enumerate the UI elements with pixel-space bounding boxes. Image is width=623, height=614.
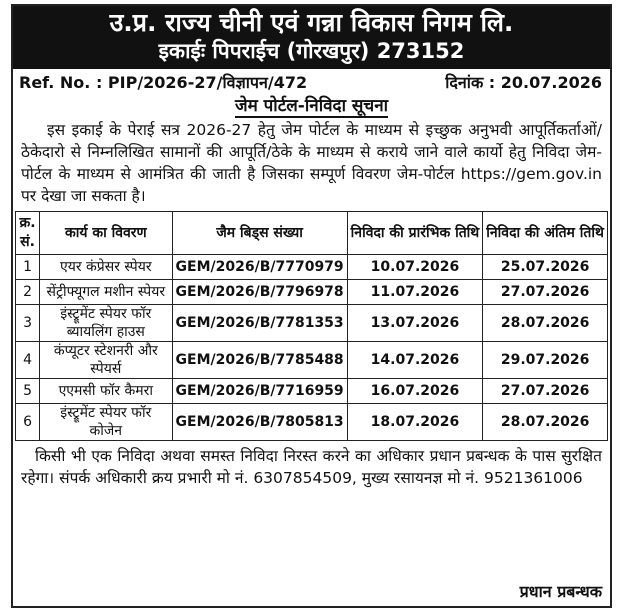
signature: प्रधान प्रबन्धक [519, 582, 602, 601]
organization-name: उ.प्र. राज्य चीनी एवं गन्ना विकास निगम लि. [109, 8, 514, 37]
table-row [16, 305, 608, 342]
cell-start-date: 14.07.2026 [347, 342, 483, 379]
cell-sn: 3 [16, 305, 40, 342]
notice-header [13, 6, 610, 69]
table-row [16, 342, 608, 379]
table-row [16, 404, 608, 441]
cell-end-date: 27.07.2026 [483, 280, 608, 305]
cell-start-date: 11.07.2026 [347, 280, 483, 305]
cell-start-date: 16.07.2026 [347, 379, 483, 404]
cell-end-date: 25.07.2026 [483, 255, 608, 280]
tender-table [15, 211, 608, 441]
subject-text: जेम पोर्टल-निविदा सूचना [234, 96, 389, 116]
cell-gem-bid: GEM/2026/B/7785488 [172, 342, 347, 379]
cell-end-date: 28.07.2026 [483, 305, 608, 342]
cell-gem-bid: GEM/2026/B/7781353 [172, 305, 347, 342]
cell-sn: 5 [16, 379, 40, 404]
cell-description: एएमसी फॉर कैमरा [40, 379, 172, 404]
footer-text: किसी भी एक निविदा अथवा समस्त निविदा निरस्त करने का अधिकार प्रधान प्रबन्धक के पास सुरक्षित रहेगा। संपर्क अधिकारी क्रय प्रभारी मो नं. 6307854509, मुख्य रसायनज्ञ मो नं. 9521361006 [21, 447, 602, 487]
intro-text: इस इकाई के पेराई सत्र 2026-27 हेतु जेम पोर्टल के माध्यम से इच्छुक अनुभवी आपूर्तिकर्ताओं/ ठेकेदारो से निम्नलिखित सामानों की आपूर्ति/ठेके के माध्यम से कराये जाने वाले कार्यो हेतु निविदा जेम-पोर्टल के माध्यम से आमंत्रित की जाती है जिसका सम्पूर्ण विवरण जेम-पोर्टल https://gem.gov.in पर देखा जा सकता है। [21, 121, 602, 205]
header-end-date: निविदा की अंतिम तिथि [483, 212, 608, 255]
cell-gem-bid: GEM/2026/B/7770979 [172, 255, 347, 280]
tender-notice [11, 4, 612, 608]
cell-start-date: 18.07.2026 [347, 404, 483, 441]
cell-sn: 4 [16, 342, 40, 379]
cell-end-date: 28.07.2026 [483, 404, 608, 441]
table-header-row [16, 212, 608, 255]
cell-end-date: 29.07.2026 [483, 342, 608, 379]
notice-subject [13, 95, 610, 117]
cell-description: सेंट्रीफ्यूगल मशीन स्पेयर [40, 280, 172, 305]
table-row [16, 379, 608, 404]
table-row [16, 280, 608, 305]
header-gem-bid: जैम बिड्स संख्या [172, 212, 347, 255]
cell-description: इंस्ट्रूमेंट स्पेयर फॉर ब्यायलिंग हाउस [40, 305, 172, 342]
cell-sn: 1 [16, 255, 40, 280]
footer-paragraph [13, 441, 610, 489]
cell-gem-bid: GEM/2026/B/7805813 [172, 404, 347, 441]
cell-start-date: 10.07.2026 [347, 255, 483, 280]
cell-description: एयर कंप्रेसर स्पेयर [40, 255, 172, 280]
cell-sn: 6 [16, 404, 40, 441]
header-start-date: निविदा की प्रारंभिक तिथि [347, 212, 483, 255]
cell-gem-bid: GEM/2026/B/7716959 [172, 379, 347, 404]
cell-end-date: 27.07.2026 [483, 379, 608, 404]
reference-line [13, 69, 610, 93]
cell-gem-bid: GEM/2026/B/7796978 [172, 280, 347, 305]
notice-date: दिनांक : 20.07.2026 [445, 73, 602, 92]
header-description: कार्य का विवरण [40, 212, 172, 255]
intro-paragraph [13, 117, 610, 207]
header-sn: क्र. सं. [16, 212, 40, 255]
unit-name: इकाईः पिपराईच (गोरखपुर) 273152 [158, 39, 465, 63]
cell-sn: 2 [16, 280, 40, 305]
cell-description: इंस्ट्रूमेंट स्पेयर फॉर कोजेन [40, 404, 172, 441]
table-row [16, 255, 608, 280]
reference-number: Ref. No. : PIP/2026-27/विज्ञापन/472 [19, 73, 308, 92]
cell-description: कंप्यूटर स्टेशनरी और स्पेयर्स [40, 342, 172, 379]
cell-start-date: 13.07.2026 [347, 305, 483, 342]
